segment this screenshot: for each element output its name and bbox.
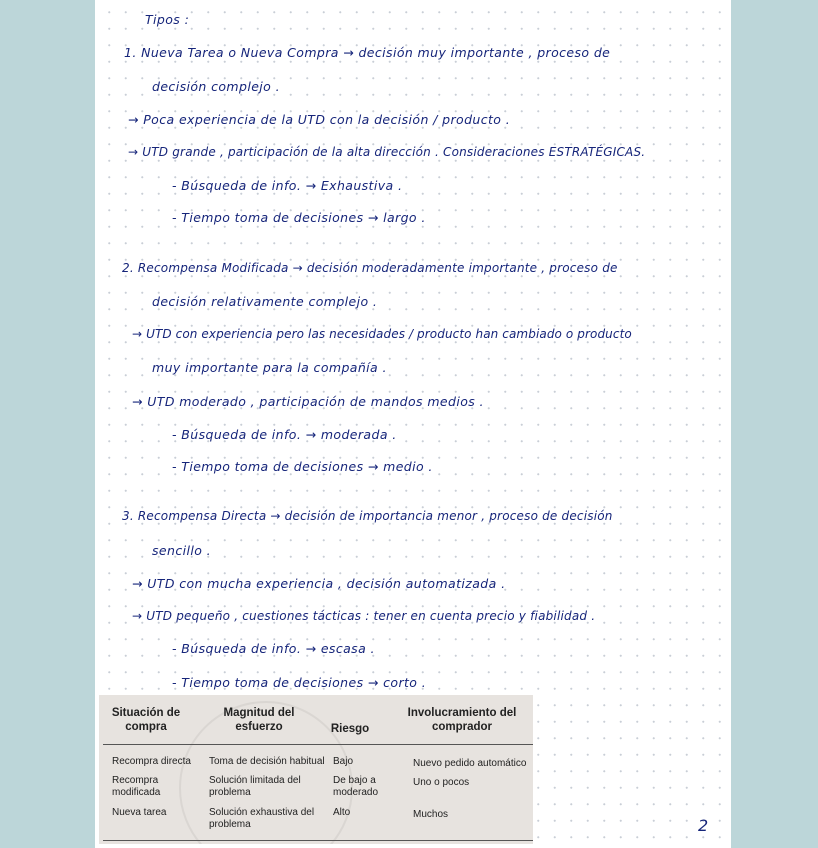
- section-3-point-2: → UTD pequeño , cuestiones tácticas : tener en cuenta precio y fiabilidad .: [132, 609, 596, 623]
- section-3-heading: 3. Recompensa Directa → decisión de importancia menor , proceso de decisión: [122, 509, 613, 523]
- row-1-situacion: Recompra directa: [112, 756, 191, 767]
- section-1-heading-cont: decisión complejo .: [152, 79, 280, 94]
- section-2-point-2: → UTD moderado , participación de mandos medios .: [132, 394, 484, 409]
- section-3-sub-2: - Tiempo toma de decisiones → corto .: [172, 675, 427, 690]
- header-riesgo: Riesgo: [330, 723, 370, 735]
- header-magnitud: Magnitud del esfuerzo: [223, 707, 295, 733]
- row-1-riesgo: Bajo: [333, 756, 354, 767]
- section-2-sub-2: - Tiempo toma de decisiones → medio .: [172, 459, 433, 474]
- section-2-heading: 2. Recompensa Modificada → decisión moderadamente importante , proceso de: [122, 261, 618, 275]
- section-1-point-2: → UTD grande , participación de la alta dirección . Consideraciones ESTRATÉGICAS.: [128, 145, 646, 159]
- section-1-sub-2: - Tiempo toma de decisiones → largo .: [172, 210, 426, 225]
- section-2-point-1: → UTD con experiencia pero las necesidades / producto han cambiado o producto: [132, 327, 632, 341]
- row-2-riesgo: De bajo a moderado: [333, 775, 379, 798]
- section-2-point-1-cont: muy importante para la compañía .: [152, 360, 387, 375]
- section-1-heading: 1. Nueva Tarea o Nueva Compra → decisión muy importante , proceso de: [124, 45, 611, 60]
- row-2-situacion: Recompra modificada: [112, 775, 161, 798]
- table-bottom-rule: [103, 840, 533, 841]
- header-divider: [103, 744, 533, 745]
- row-3-riesgo: Alto: [333, 807, 351, 818]
- header-involucramiento: Involucramiento del comprador: [407, 707, 517, 733]
- header-situacion: Situación de compra: [111, 707, 181, 733]
- buying-situations-table: [99, 695, 533, 844]
- section-3-sub-1: - Búsqueda de info. → escasa .: [172, 641, 375, 656]
- row-1-magnitud: Toma de decisión habitual: [209, 756, 325, 767]
- section-1-sub-1: - Búsqueda de info. → Exhaustiva .: [172, 178, 403, 193]
- row-3-situacion: Nueva tarea: [112, 807, 167, 818]
- section-3-point-1: → UTD con mucha experiencia , decisión automatizada .: [132, 576, 506, 591]
- page-number: 2: [698, 816, 709, 835]
- section-1-point-1: → Poca experiencia de la UTD con la decisión / producto .: [128, 112, 511, 127]
- notes-title: Tipos :: [145, 12, 190, 27]
- row-3-involucramiento: Muchos: [413, 809, 449, 820]
- section-3-heading-cont: sencillo .: [152, 543, 212, 558]
- section-2-heading-cont: decisión relativamente complejo .: [152, 294, 378, 309]
- row-2-involucramiento: Uno o pocos: [413, 777, 470, 788]
- row-3-magnitud: Solución exhaustiva del problema: [209, 807, 315, 830]
- row-2-magnitud: Solución limitada del problema: [209, 775, 301, 798]
- section-2-sub-1: - Búsqueda de info. → moderada .: [172, 427, 397, 442]
- row-1-involucramiento: Nuevo pedido automático: [413, 758, 527, 769]
